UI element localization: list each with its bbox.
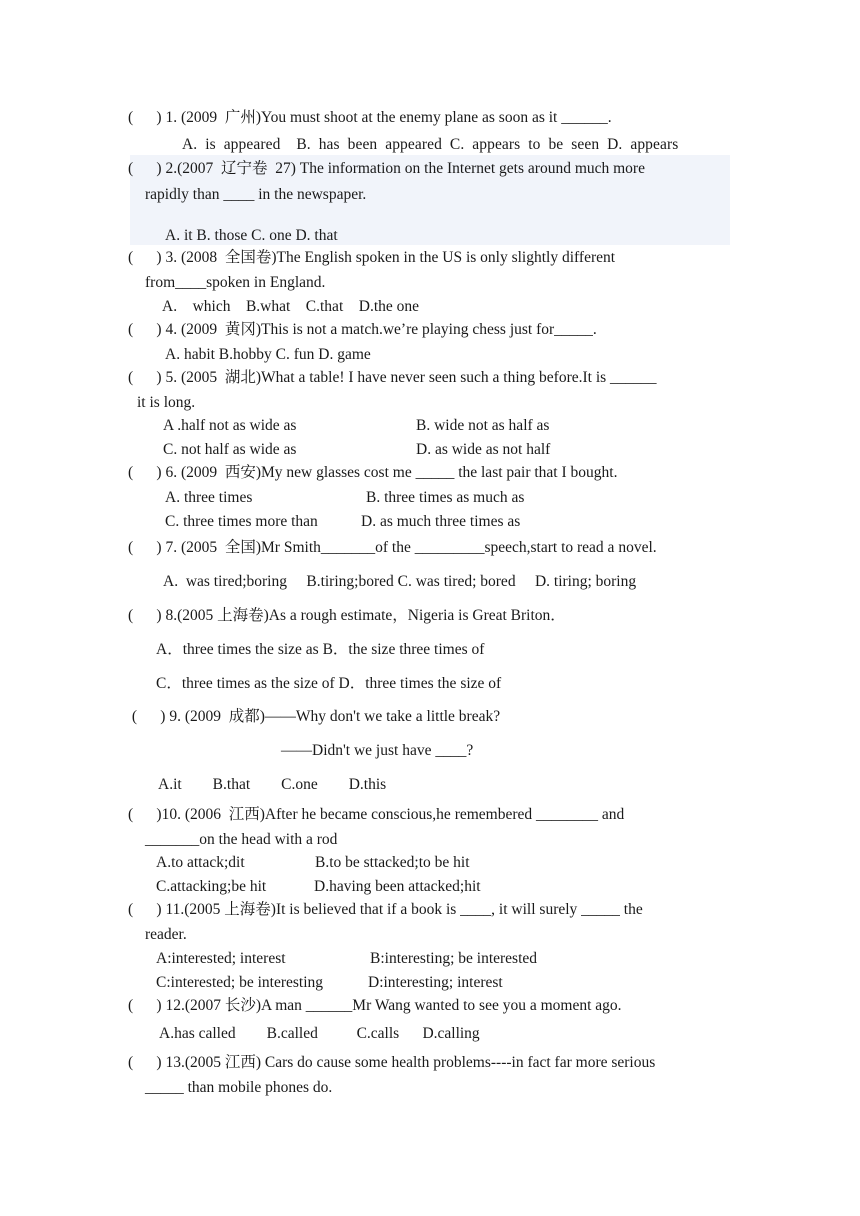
question-3-stem: ( ) 3. (2008 全国卷)The English spoken in the US is only slightly different bbox=[128, 249, 616, 266]
question-4-stem: ( ) 4. (2009 黄冈)This is not a match.we’re playing chess just for_____. bbox=[128, 321, 597, 338]
question-10-stem-cont: _______on the head with a rod bbox=[145, 831, 338, 848]
question-10-option-c: C.attacking;be hit bbox=[156, 878, 267, 895]
question-12-stem: ( ) 12.(2007 长沙)A man ______Mr Wang wanted to see you a moment ago. bbox=[128, 997, 622, 1014]
question-7-stem: ( ) 7. (2005 全国)Mr Smith_______of the _________speech,start to read a novel. bbox=[128, 539, 657, 556]
question-5-option-d: D. as wide as not half bbox=[416, 441, 551, 458]
question-2-stem-cont: rapidly than ____ in the newspaper. bbox=[145, 186, 367, 203]
question-6-option-c: C. three times more than bbox=[165, 513, 318, 530]
question-8-options-ab: A．three times the size as B．the size three times of bbox=[156, 641, 485, 658]
question-6-option-d: D. as much three times as bbox=[361, 513, 521, 530]
question-10-option-b: B.to be sttacked;to be hit bbox=[315, 854, 470, 871]
question-2-options: A. it B. those C. one D. that bbox=[165, 227, 338, 244]
question-8-options-cd: C．three times as the size of D．three times the size of bbox=[156, 675, 502, 692]
question-13-stem-cont: _____ than mobile phones do. bbox=[145, 1079, 333, 1096]
question-5-stem-cont: it is long. bbox=[137, 394, 196, 411]
question-2-stem: ( ) 2.(2007 辽宁卷 27) The information on the Internet gets around much more bbox=[128, 160, 645, 177]
question-11-option-c: C:interested; be interesting bbox=[156, 974, 324, 991]
question-9-options: A.it B.that C.one D.this bbox=[158, 776, 387, 793]
question-3-options: A. which B.what C.that D.the one bbox=[162, 298, 420, 315]
question-7-options: A. was tired;boring B.tiring;bored C. was tired; bored D. tiring; boring bbox=[163, 573, 637, 590]
question-11-option-a: A:interested; interest bbox=[156, 950, 286, 967]
question-6-option-a: A. three times bbox=[165, 489, 253, 506]
question-10-option-d: D.having been attacked;hit bbox=[314, 878, 481, 895]
question-8-stem: ( ) 8.(2005 上海卷)As a rough estimate，Nigeria is Great Briton． bbox=[128, 607, 566, 624]
question-12-options: A.has called B.called C.calls D.calling bbox=[159, 1025, 480, 1042]
question-4-options: A. habit B.hobby C. fun D. game bbox=[165, 346, 371, 363]
question-10-option-a: A.to attack;dit bbox=[156, 854, 245, 871]
question-1-options: A. is appeared B. has been appeared C. appears to be seen D. appears bbox=[182, 136, 679, 153]
question-5-stem: ( ) 5. (2005 湖北)What a table! I have never seen such a thing before.It is ______ bbox=[128, 369, 657, 386]
question-3-stem-cont: from____spoken in England. bbox=[145, 274, 326, 291]
question-6-option-b: B. three times as much as bbox=[366, 489, 525, 506]
question-5-option-c: C. not half as wide as bbox=[163, 441, 297, 458]
question-9-stem: ( ) 9. (2009 成都)——Why don't we take a little break? bbox=[128, 708, 501, 725]
question-13-stem: ( ) 13.(2005 江西) Cars do cause some health problems----in fact far more serious bbox=[128, 1054, 656, 1071]
question-5-option-a: A .half not as wide as bbox=[163, 417, 297, 434]
question-11-option-d: D:interesting; interest bbox=[368, 974, 503, 991]
question-11-option-b: B:interesting; be interested bbox=[370, 950, 538, 967]
question-11-stem-cont: reader. bbox=[145, 926, 187, 943]
question-10-stem: ( )10. (2006 江西)After he became conscious,he remembered ________ and bbox=[128, 806, 625, 823]
question-11-stem: ( ) 11.(2005 上海卷)It is believed that if a book is ____, it will surely _____ the bbox=[128, 901, 643, 918]
question-5-option-b: B. wide not as half as bbox=[416, 417, 550, 434]
question-6-stem: ( ) 6. (2009 西安)My new glasses cost me _____ the last pair that I bought. bbox=[128, 464, 618, 481]
question-9-stem-cont: ——Didn't we just have ____? bbox=[281, 742, 474, 759]
question-1-stem: ( ) 1. (2009 广州)You must shoot at the enemy plane as soon as it ______. bbox=[128, 109, 612, 126]
